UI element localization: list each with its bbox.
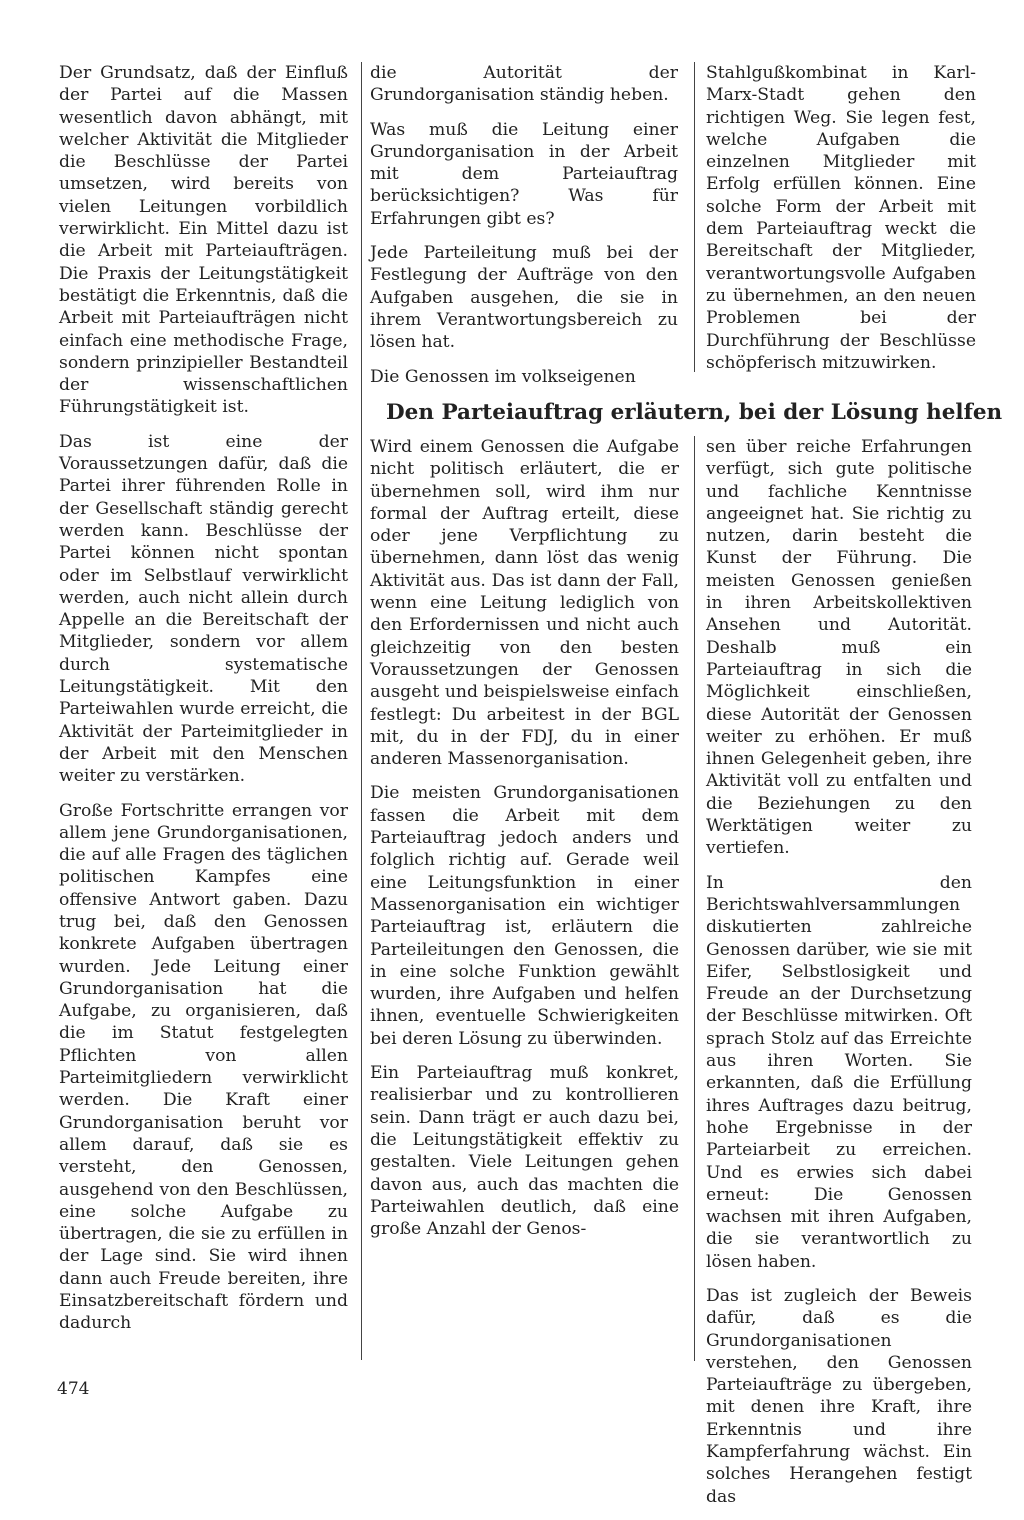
column-divider — [694, 62, 695, 372]
middle-bottom-column — [370, 436, 679, 1252]
paragraph: Was muß die Leitung einer Grundorganisation in der Arbeit mit dem Parteiauftrag berücksichtigen? Was für Erfahrungen gibt es? — [370, 119, 678, 229]
paragraph: Jede Parteileitung muß bei der Festlegung der Aufträge von den Aufgaben ausgehen, die sie in ihrem Verantwortungsbereich zu lösen hat. — [370, 243, 678, 353]
paragraph: Ein Parteiauftrag muß konkret, realisierbar und zu kontrollieren sein. Dann trägt er auch dazu bei, die Leitungstätigkeit effektiv zu gestalten. Viele Leitungen gehen davon aus, auch das machten die Parteiwahlen deutlich, daß eine große Anzahl der Genos- — [370, 1063, 679, 1240]
paragraph: In den Berichtswahlversammlungen diskutierten zahlreiche Genossen darüber, wie sie mit Eifer, Selbstlosigkeit und Freude an der Durchsetzung der Beschlüsse mitwirken. Oft sprach Stolz auf das Erreichte aus ihren Worten. Sie erkannten, daß die Erfüllung ihres Auftrages dazu beitrug, hohe Ergebnisse in der Parteiarbeit zu erreichen. Und es erwies sich dabei erneut: Die Genossen wachsen mit ihren Aufgaben, die sie verantwortlich zu lösen haben. — [706, 872, 972, 1272]
paragraph: Das ist eine der Voraussetzungen dafür, daß die Partei ihrer führenden Rolle in der Gesellschaft ständig gerecht werden kann. Beschlüsse der Partei können nicht spontan oder im Selbstlauf verwirklicht werden, auch nicht allein durch Appelle an die Bereitschaft der Mitglieder, sondern vor allem durch systematische Leitungstätigkeit. Mit den Parteiwahlen wurde erreicht, die Aktivität der Parteimitglieder in der Arbeit mit den Menschen weiter zu verstärken. — [59, 431, 348, 787]
paragraph: Wird einem Genossen die Aufgabe nicht politisch erläutert, die er übernehmen soll, wird ihm nur formal der Auftrag erteilt, diese oder jene Verpflichtung zu übernehmen, dann löst das wenig Aktivität aus. Das ist dann der Fall, wenn eine Leitung lediglich von den Erfordernissen und nicht auch gleichzeitig von den besten Voraussetzungen der Genossen ausgeht und beispielsweise einfach festlegt: Du arbeitest in der BGL mit, du in der FDJ, du in einer anderen Massenorganisation. — [370, 437, 679, 770]
paragraph: Stahlgußkombinat in Karl-Marx-Stadt gehen den richtigen Weg. Sie legen fest, welche Aufgaben die einzelnen Mitglieder mit Erfolg erfüllen können. Eine solche Form der Arbeit mit dem Parteiauftrag weckt die Bereitschaft der Mitglieder, verantwortungsvolle Aufgaben zu übernehmen, an den neuen Problemen bei der Durchführung der Beschlüsse schöpferisch mitzuwirken. — [706, 63, 976, 373]
middle-top-column — [370, 62, 678, 400]
column-divider — [361, 62, 362, 1360]
paragraph: Die meisten Grundorganisationen fassen die Arbeit mit dem Parteiauftrag jedoch anders und folglich richtig auf. Gerade weil eine Leitungsfunktion in einer Massenorganisation ein wichtiger Parteiauftrag ist, erläutern die Parteileitungen den Genossen, die in eine solche Funktion gewählt wurden, ihre Aufgaben und helfen ihnen, eventuelle Schwierigkeiten bei deren Lösung zu überwinden. — [370, 783, 679, 1049]
column-divider — [694, 436, 695, 1361]
left-column — [59, 62, 348, 1347]
right-bottom-column — [706, 436, 972, 1520]
paragraph: Der Grundsatz, daß der Einfluß der Partei auf die Massen wesentlich davon abhängt, mit welcher Aktivität die Mitglieder die Beschlüsse der Partei umsetzen, wird bereits von vielen Leitungen vorbildlich verwirklicht. Ein Mittel dazu ist die Arbeit mit Parteiaufträgen. Die Praxis der Leitungstätigkeit bestätigt die Erkenntnis, daß die Arbeit mit Parteiaufträgen nicht einfach eine methodische Frage, sondern prinzipieller Bestandteil der wissenschaftlichen Führungstätigkeit ist. — [59, 63, 348, 418]
right-top-column — [706, 62, 976, 386]
paragraph: die Autorität der Grundorganisation ständig heben. — [370, 63, 678, 106]
paragraph: sen über reiche Erfahrungen verfügt, sich gute politische und fachliche Kenntnisse angeeignet hat. Sie richtig zu nutzen, darin besteht die Kunst der Führung. Die meisten Genossen genießen in ihren Arbeitskollektiven Ansehen und Autorität. Deshalb muß ein Parteiauftrag in sich die Möglichkeit einschließen, diese Autorität der Genossen weiter zu erhöhen. Er muß ihnen Gelegenheit geben, ihre Aktivität voll zu entfalten und die Beziehungen zu den Werktätigen weiter zu vertiefen. — [706, 437, 972, 859]
paragraph: Das ist zugleich der Beweis dafür, daß es die Grundorganisationen verstehen, den Genossen Parteiaufträge zu übergeben, mit denen ihre Kraft, ihre Erkenntnis und ihre Kampferfahrung wächst. Ein solches Herangehen festigt das — [706, 1285, 972, 1507]
paragraph: Die Genossen im volkseigenen — [370, 366, 636, 387]
paragraph: Große Fortschritte errangen vor allem jene Grundorganisationen, die auf alle Fragen des täglichen politischen Kampfes eine offensive Antwort gaben. Dazu trug bei, daß den Genossen konkrete Aufgaben übertragen wurden. Jede Leitung einer Grundorganisation hat die Aufgabe, zu organisieren, daß die im Statut festgelegten Pflichten von allen Parteimitgliedern verwirklicht werden. Die Kraft einer Grundorganisation beruht vor allem darauf, daß sie es versteht, den Genossen, ausgehend von den Beschlüssen, eine solche Aufgabe zu übertragen, die sie zu erfüllen in der Lage sind. Sie wird ihnen dann auch Freude bereiten, ihre Einsatzbereitschaft fördern und dadurch — [59, 800, 348, 1334]
section-heading: Den Parteiauftrag erläutern, bei der Lösung helfen — [386, 400, 1003, 425]
page-number: 474 — [57, 1379, 90, 1399]
